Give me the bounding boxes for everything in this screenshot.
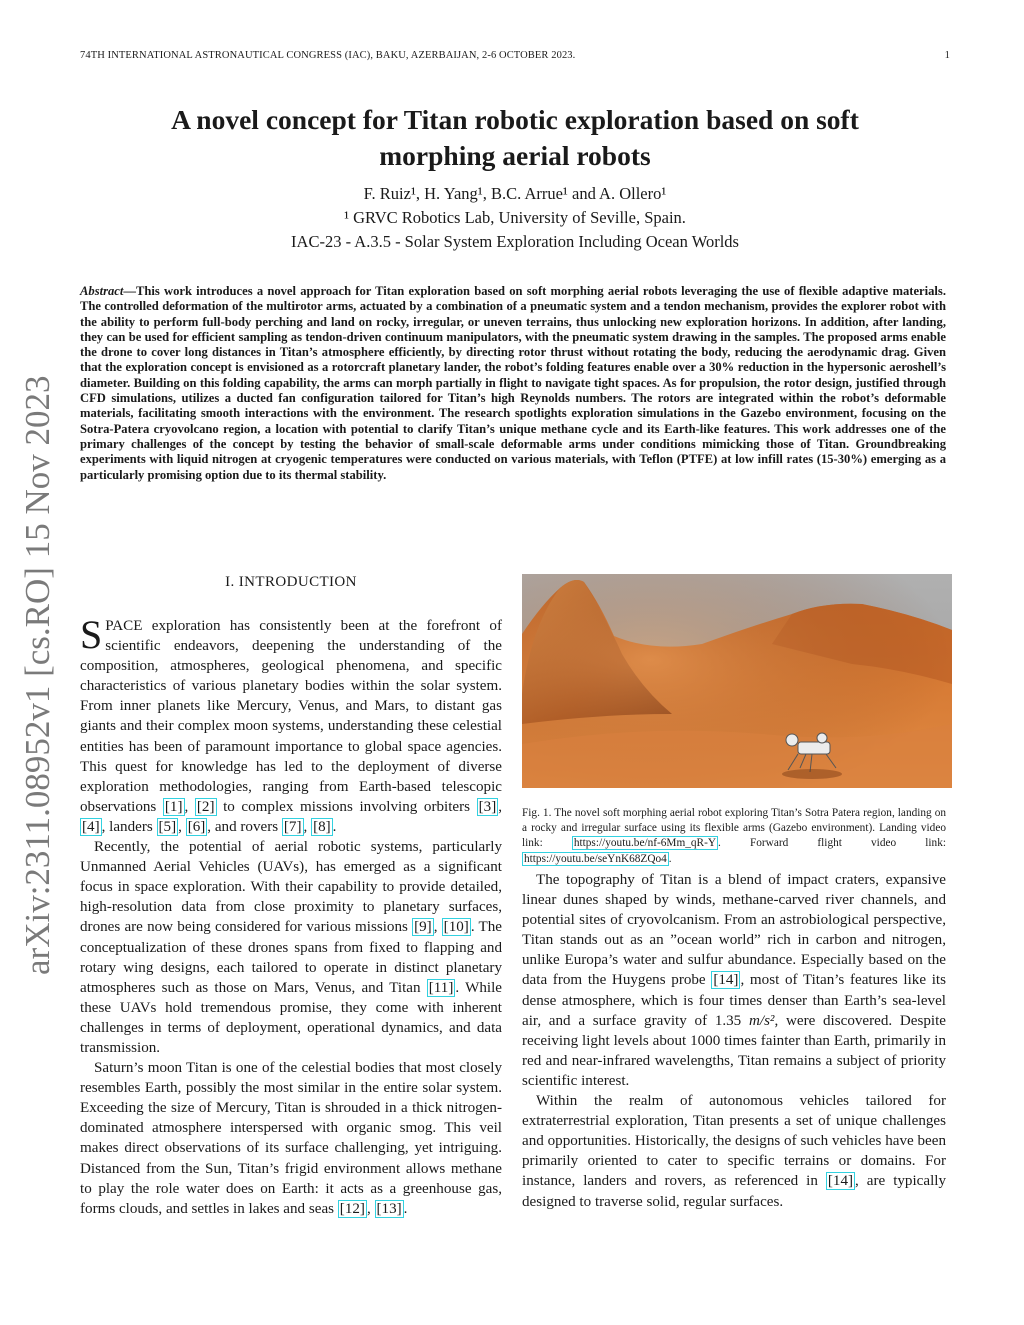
gravity-unit: m/s² [748, 1012, 775, 1029]
figure-1-image [522, 574, 952, 788]
forward-flight-video-link[interactable]: https://youtu.be/seYnK68ZQo4 [524, 852, 667, 865]
intro-paragraph-2: Recently, the potential of aerial robotic systems, particularly Unmanned Aerial Vehicles (UAVs), has emerged as a significant focus in space exploration. With their capability to provide detailed, high-resolution data from close proximity to planetary surfaces, drones are now being considered for various missions [9] , [10] . The conceptualization of these drones spans from fixed to flapping and rotary wing designs, each tailored to operate in distinct planetary atmospheres such as those on Mars, Venus, and Titan [11] . While these UAVs hold tremendous promise, they come with inherent challenges in terms of deployment, operational dynamics, and data transmission. [80, 839, 502, 1056]
citation-link[interactable]: [12] [339, 1200, 365, 1217]
left-column [80, 612, 503, 1219]
citation-link[interactable]: [7] [283, 818, 302, 835]
title-line-1: A novel concept for Titan robotic exploration based on soft [171, 104, 859, 135]
figure-1-caption: Fig. 1. The novel soft morphing aerial robot exploring Titan’s Sotra Patera region, landing on a rocky and irregular surface using its flexible arms (Gazebo environment). Landing video link: https://youtu.be/nf-6Mm_qR-Y . Forward flight video link: https://youtu.be/seYnK68ZQo4 . [522, 807, 946, 865]
conference-session: IAC-23 - A.3.5 - Solar System Exploration Including Ocean Worlds [291, 232, 739, 251]
citation-link[interactable]: [9] [414, 919, 432, 936]
citation-link[interactable]: [4] [82, 818, 100, 835]
citation-link[interactable]: [14] [713, 972, 739, 989]
running-title: 74TH INTERNATIONAL ASTRONAUTICAL CONGRESS (IAC), BAKU, AZERBAIJAN, 2-6 OCTOBER 2023. [80, 50, 576, 61]
citation-link[interactable]: [2] [196, 798, 215, 815]
author-names: F. Ruiz¹, H. Yang¹, B.C. Arrue¹ and A. Ollero¹ [363, 184, 667, 203]
intro-paragraph-1: SPACE exploration has consistently been at the forefront of scientific endeavors, deepening the understanding of the composition, atmospheres, geological phenomena, and specific characteristics of various planetary bodies within the solar system. From inner planets like Mercury, Venus, and Mars, to distant gas giants and their complex moon systems, understanding these celestial entities has been of paramount importance to global space agencies. This quest for knowledge has led to the deployment of diverse exploration methodologies, ranging from Earth-based telescopic observations [1] , [2] to complex missions involving orbiters [3] , [4] , landers [5] , [6] , and rovers [7] , [8] . [80, 612, 503, 835]
section-heading-introduction: I. INTRODUCTION [225, 574, 357, 590]
right-column [522, 870, 946, 1212]
landing-video-link[interactable]: https://youtu.be/nf-6Mm_qR-Y [573, 837, 717, 850]
citation-link[interactable]: [3] [478, 798, 497, 815]
author-block [100, 182, 930, 254]
page-number: 1 [944, 50, 950, 61]
citation-link[interactable]: [10] [443, 919, 469, 936]
citation-link[interactable]: [11] [428, 979, 454, 996]
intro-paragraph-3: Saturn’s moon Titan is one of the celestial bodies that most closely resembles Earth, possibly the most similar in the entire solar system. Exceeding the size of Mercury, Titan is shrouded in a thick nitrogen-dominated atmosphere interspersed with organic smog. This veil makes direct observations of its surface challenging, yet intriguing. Distanced from the Sun, Titan’s frigid environment allows methane to play the role water does on Earth: it acts as a greenhouse gas, forms clouds, and settles in lakes and seas [12] , [13] . [80, 1060, 502, 1217]
citation-link[interactable]: [14] [827, 1173, 854, 1190]
abstract-label: Abstract [80, 284, 124, 298]
citation-link[interactable]: [8] [313, 818, 331, 835]
citation-link[interactable]: [1] [164, 798, 183, 815]
abstract-text: —This work introduces a novel approach for Titan exploration based on soft morphing aerial robots leveraging the use of flexible adaptive materials. The controlled deformation of the multirotor arms, actuated by a combination of a pneumatic system and a tendon mechanism, provides the explorer robot with the ability to perform full-body perching and land on rocky, irregular, or uneven terrains, thus unlocking new exploration horizons. In addition, after landing, they can be used for efficient sampling as tendon-driven continuum manipulators, with the pneumatic system drawing in the samples. The proposed arms enable the drone to cover long distances in Titan’s atmosphere efficiently, by directing rotor thrust without rotating the body, reducing the aerodynamic drag. Given that the exploration concept is envisioned as a rotorcraft planetary lander, the robot’s folding features enable over a 30% reduction in the hypersonic aeroshell’s diameter. Building on this folding capability, the arms can morph partially in flight to navigate tight spaces. As for propulsion, the rotor design, justified through CFD simulations, utilizes a ducted fan configuration tailored for Titan’s high Reynolds numbers. The rotors are integrated within the robot’s deformable materials, facilitating smooth interactions with the environment. The research spotlights exploration simulations in the Gazebo environment, focusing on the Sotra-Patera cryovolcano region, a location with potential to clarify Titan’s unique methane cycle and its Earth-like features. This work addresses one of the primary challenges of the concept by testing the behavior of small-scale deformable arms under conditions mimicking those of Titan. Groundbreaking experiments with liquid nitrogen at cryogenic temperatures were conducted on various materials, with Teflon (PTFE) at low infill rates (15-30%) emerging as a particularly promising option due to its thermal stability. [80, 284, 946, 482]
drop-cap: S [80, 612, 103, 657]
running-header [80, 50, 950, 61]
intro-paragraph-4: The topography of Titan is a blend of impact craters, expansive linear dunes shaped by winds, methane-carved river channels, and potential sites of cryovolcanism. From an astrobiological perspective, Titan stands out as an ”ocean world” rich in carbon and nitrogen, unlike Europa’s water and sulfur abundance. Especially based on the data from the Huygens probe [14] , most of Titan’s features like its dense atmosphere, which is four times denser than Earth’s sea-level air, and a surface gravity of 1.35 m/s², were discovered. Despite receiving light levels about 1000 times fainter than Earth, primarily in red and near-infrared wavelengths, Titan remains a subject of priority scientific interest. [522, 872, 946, 1089]
intro-paragraph-5: Within the realm of autonomous vehicles tailored for extraterrestrial exploration, Titan presents a set of unique challenges and opportunities. Historically, the designs of such vehicles have been primarily oriented to cater to specific terrains or domains. For instance, landers and rovers, as referenced in [14] , are typically designed to traverse solid, regular surfaces. [522, 1093, 947, 1210]
abstract [80, 284, 946, 483]
paper-title [100, 102, 930, 174]
citation-link[interactable]: [13] [376, 1200, 402, 1217]
title-line-2: morphing aerial robots [379, 140, 651, 171]
author-affiliation: ¹ GRVC Robotics Lab, University of Seville, Spain. [344, 208, 686, 227]
arxiv-identifier: arXiv:2311.08952v1 [cs.RO] 15 Nov 2023 [18, 375, 57, 975]
citation-link[interactable]: [6] [187, 818, 206, 835]
citation-link[interactable]: [5] [158, 818, 177, 835]
titan-terrain-render [522, 574, 952, 788]
figure-label: Fig. 1. [522, 807, 552, 819]
